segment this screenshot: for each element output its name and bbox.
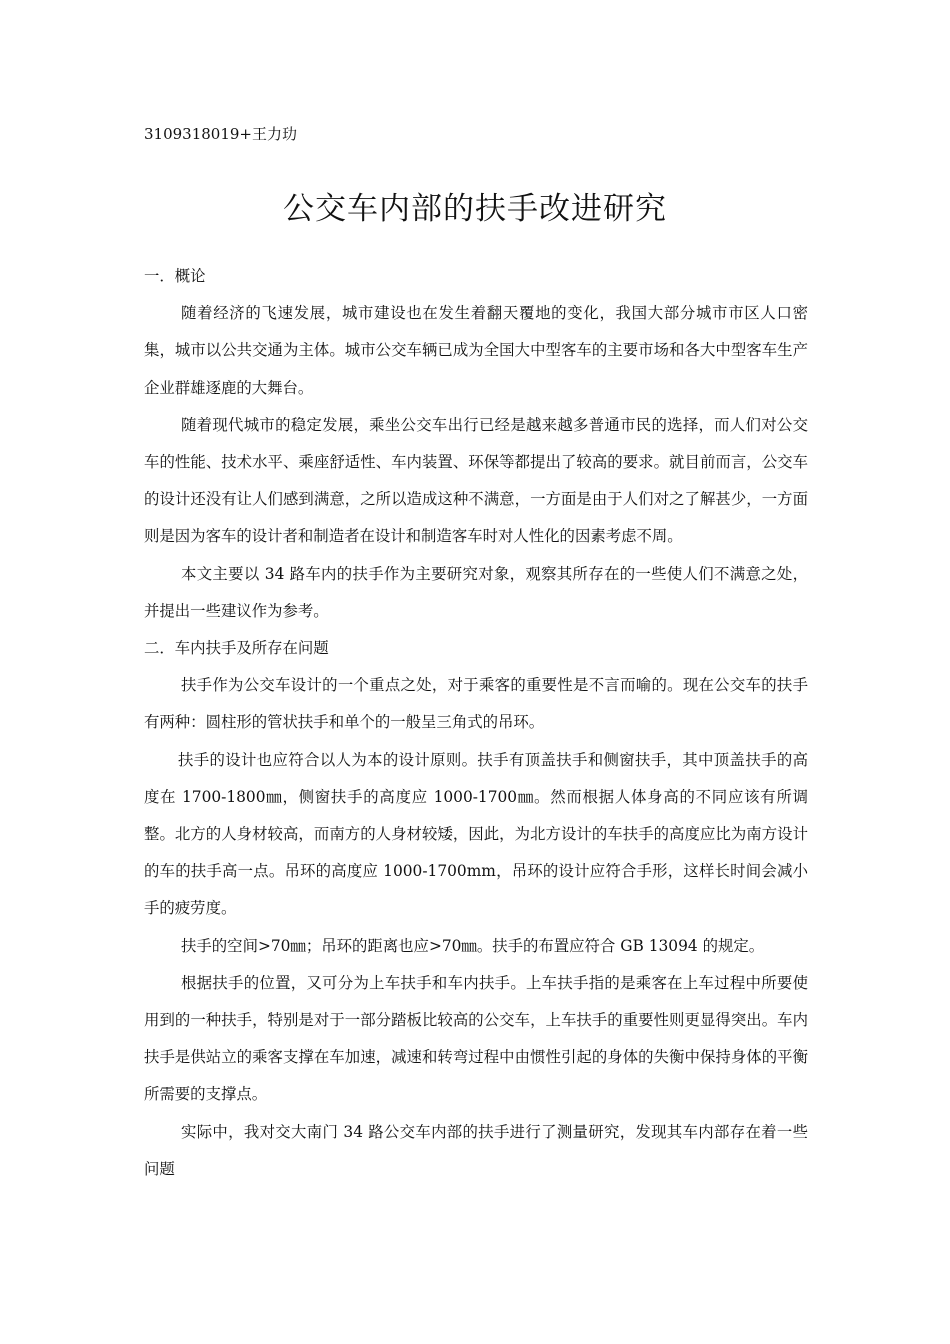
section-heading-overview: 一．概论 bbox=[144, 267, 206, 285]
document-body bbox=[144, 258, 808, 1188]
section-heading-handrail-issues: 二．车内扶手及所存在问题 bbox=[144, 639, 329, 658]
paragraph-economic-development: 随着经济的飞速发展，城市建设也在发生着翻天覆地的变化，我国大部分城市市区人口密集，城市以公共交通为主体。城市公交车辆已成为全国大中型客车的主要市场和各大中型客车生产企业群雄逐鹿的大舞台。 bbox=[144, 304, 808, 397]
author-id-line: 3109318019+王力玏 bbox=[144, 125, 298, 143]
paragraph-field-measurement: 实际中，我对交大南门 34 路公交车内部的扶手进行了测量研究，发现其车内部存在着一些问题 bbox=[144, 1122, 808, 1178]
paragraph-spacing-standard: 扶手的空间>70㎜；吊环的距离也应>70㎜。扶手的布置应符合 GB 13094 的规定。 bbox=[181, 936, 765, 955]
paragraph-handrail-positions: 根据扶手的位置，又可分为上车扶手和车内扶手。上车扶手指的是乘客在上车过程中所要使用到的一种扶手，特别是对于一部分踏板比较高的公交车，上车扶手的重要性则更显得突出。车内扶手是供站立的乘客支撑在车加速，减速和转弯过程中由惯性引起的身体的失衡中保持身体的平衡所需要的支撑点。 bbox=[144, 973, 808, 1104]
document-title: 公交车内部的扶手改进研究 bbox=[283, 190, 667, 227]
paragraph-handrail-types: 扶手作为公交车设计的一个重点之处，对于乘客的重要性是不言而喻的。现在公交车的扶手有两种：圆柱形的管状扶手和单个的一般呈三角式的吊环。 bbox=[144, 676, 808, 732]
paragraph-bus-demand: 随着现代城市的稳定发展，乘坐公交车出行已经是越来越多普通市民的选择，而人们对公交车的性能、技术水平、乘座舒适性、车内装置、环保等都提出了较高的要求。就目前而言，公交车的设计还没有让人们感到满意，之所以造成这种不满意，一方面是由于人们对之了解甚少，一方面则是因为客车的设计者和制造者在设计和制造客车时对人性化的因素考虑不周。 bbox=[144, 415, 808, 546]
paragraph-research-scope: 本文主要以 34 路车内的扶手作为主要研究对象，观察其所存在的一些使人们不满意之处，并提出一些建议作为参考。 bbox=[144, 564, 808, 620]
paragraph-design-principles: 扶手的设计也应符合以人为本的设计原则。扶手有顶盖扶手和侧窗扶手，其中顶盖扶手的高度在 1700-1800㎜，侧窗扶手的高度应 1000-1700㎜。然而根据人体身高的不同应该有所调整。北方的人身材较高，而南方的人身材较矮，因此，为北方设计的车扶手的高度应比为南方设计的车的扶手高一点。吊环的高度应 1000-1700mm，吊环的设计应符合手形，这样长时间会减小手的疲劳度。 bbox=[144, 750, 808, 918]
